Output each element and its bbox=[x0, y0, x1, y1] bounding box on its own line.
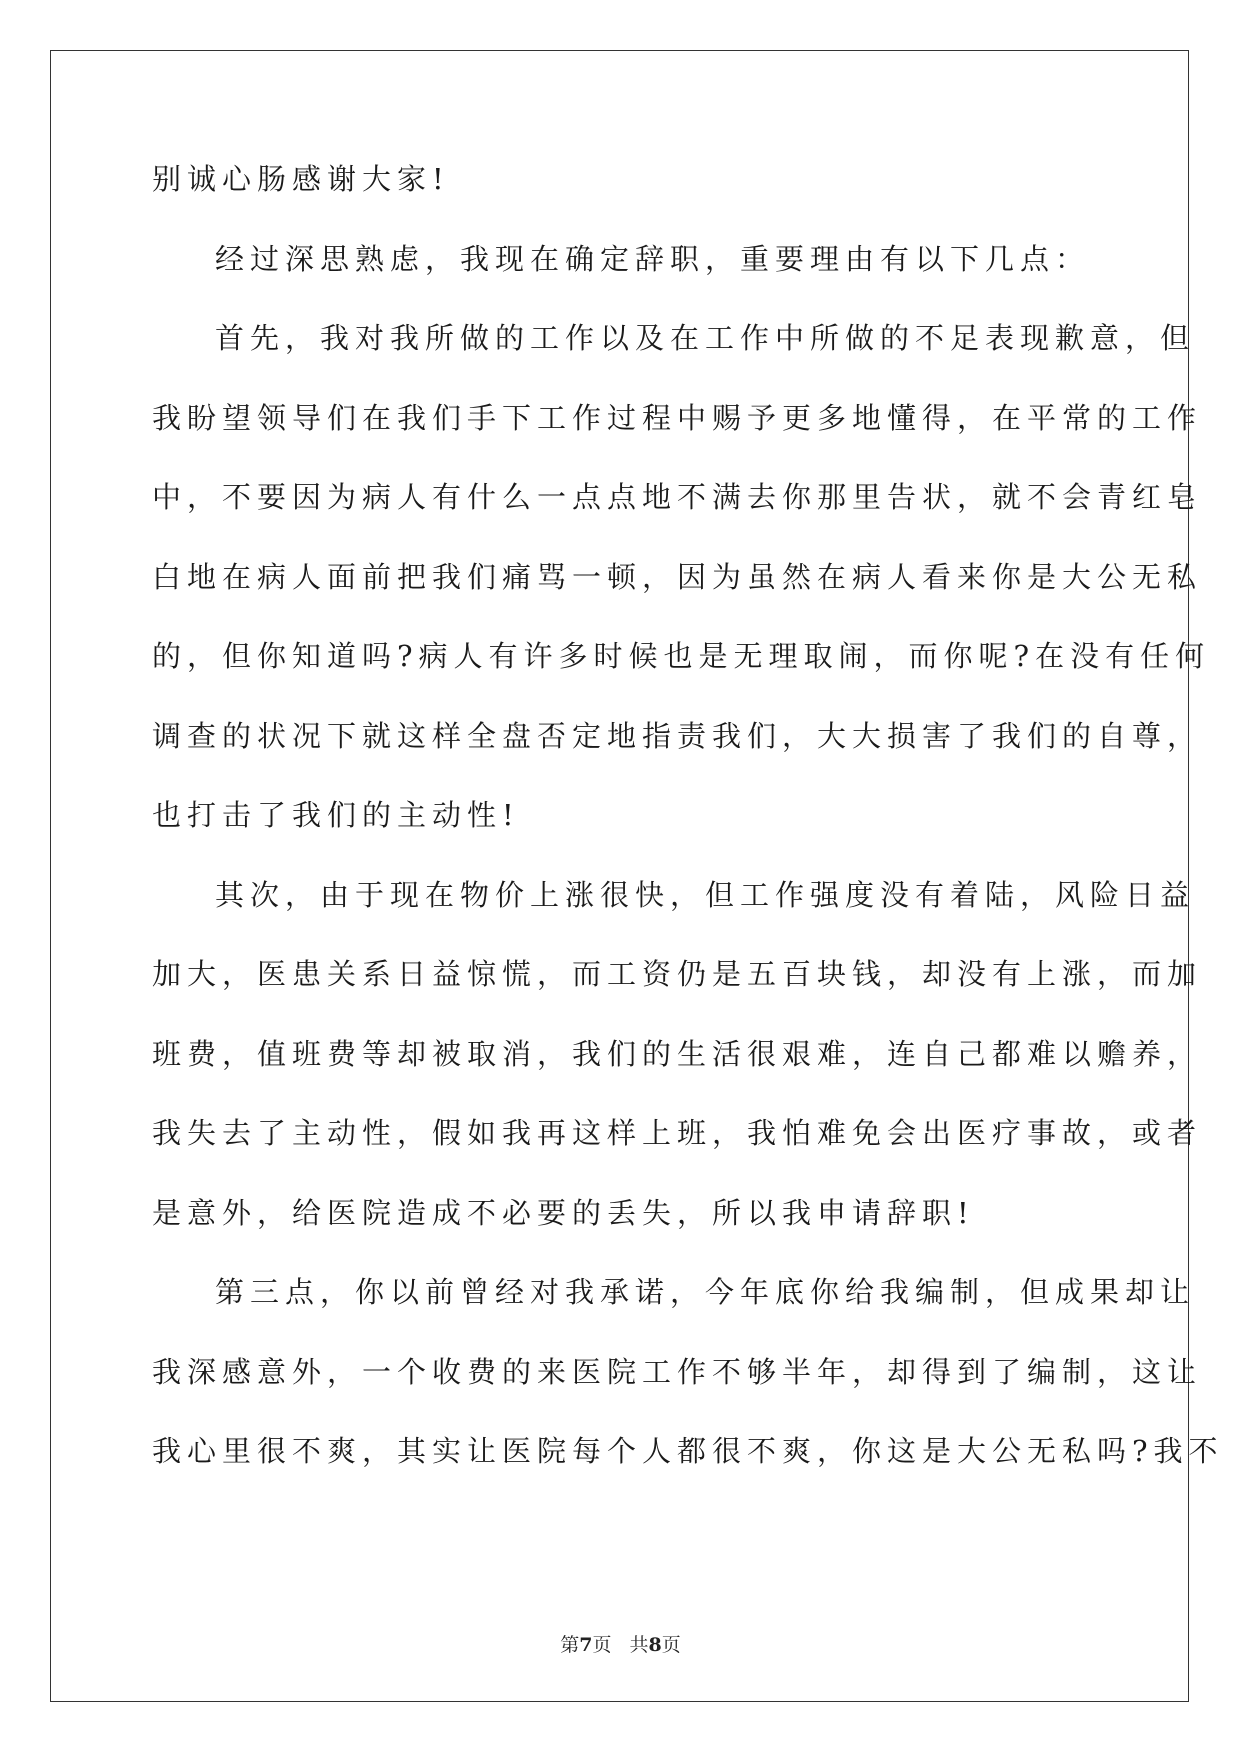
text-line: 加大，医患关系日益惊慌，而工资仍是五百块钱，却没有上涨，而加 bbox=[152, 957, 1203, 991]
text-line: 也打击了我们的主动性! bbox=[152, 798, 520, 832]
total-pages-number: 8 bbox=[648, 1634, 662, 1656]
current-page-number: 7 bbox=[579, 1634, 593, 1656]
text-line: 第三点，你以前曾经对我承诺，今年底你给我编制，但成果却让 bbox=[215, 1275, 1196, 1309]
text-line: 经过深思熟虑，我现在确定辞职，重要理由有以下几点： bbox=[215, 241, 1091, 276]
text-line: 我深感意外，一个收费的来医院工作不够半年，却得到了编制，这让 bbox=[152, 1354, 1203, 1389]
footer-total-unit: 页 bbox=[661, 1634, 681, 1656]
text-line: 其次，由于现在物价上涨很快，但工作强度没有着陆，风险日益 bbox=[215, 877, 1196, 912]
text-line: 调查的状况下就这样全盘否定地指责我们，大大损害了我们的自尊， bbox=[152, 718, 1203, 753]
text-line: 班费，值班费等却被取消，我们的生活很艰难，连自己都难以赡养， bbox=[152, 1036, 1203, 1071]
footer-prefix: 第 bbox=[560, 1634, 580, 1656]
text-line: 我心里很不爽，其实让医院每个人都很不爽，你这是大公无私吗?我不 bbox=[152, 1434, 1224, 1468]
footer-page-unit: 页 bbox=[592, 1634, 612, 1656]
text-line: 是意外，给医院造成不必要的丢失，所以我申请辞职! bbox=[152, 1195, 975, 1230]
document-body bbox=[152, 162, 1224, 1517]
text-line: 我失去了主动性，假如我再这样上班，我怕难免会出医疗事故，或者 bbox=[152, 1116, 1203, 1150]
text-line: 别诚心肠感谢大家! bbox=[152, 162, 450, 196]
text-line: 我盼望领导们在我们手下工作过程中赐予更多地懂得，在平常的工作 bbox=[152, 400, 1203, 435]
text-line: 的，但你知道吗?病人有许多时候也是无理取闹，而你呢?在没有任何 bbox=[152, 639, 1211, 673]
text-line: 白地在病人面前把我们痛骂一顿，因为虽然在病人看来你是大公无私 bbox=[152, 559, 1203, 594]
footer-total-prefix: 共 bbox=[629, 1634, 649, 1656]
text-line: 中，不要因为病人有什么一点点地不满去你那里告状，就不会青红皂 bbox=[152, 480, 1203, 514]
page-footer bbox=[0, 1630, 1241, 1657]
text-line: 首先，我对我所做的工作以及在工作中所做的不足表现歉意，但 bbox=[215, 321, 1196, 355]
